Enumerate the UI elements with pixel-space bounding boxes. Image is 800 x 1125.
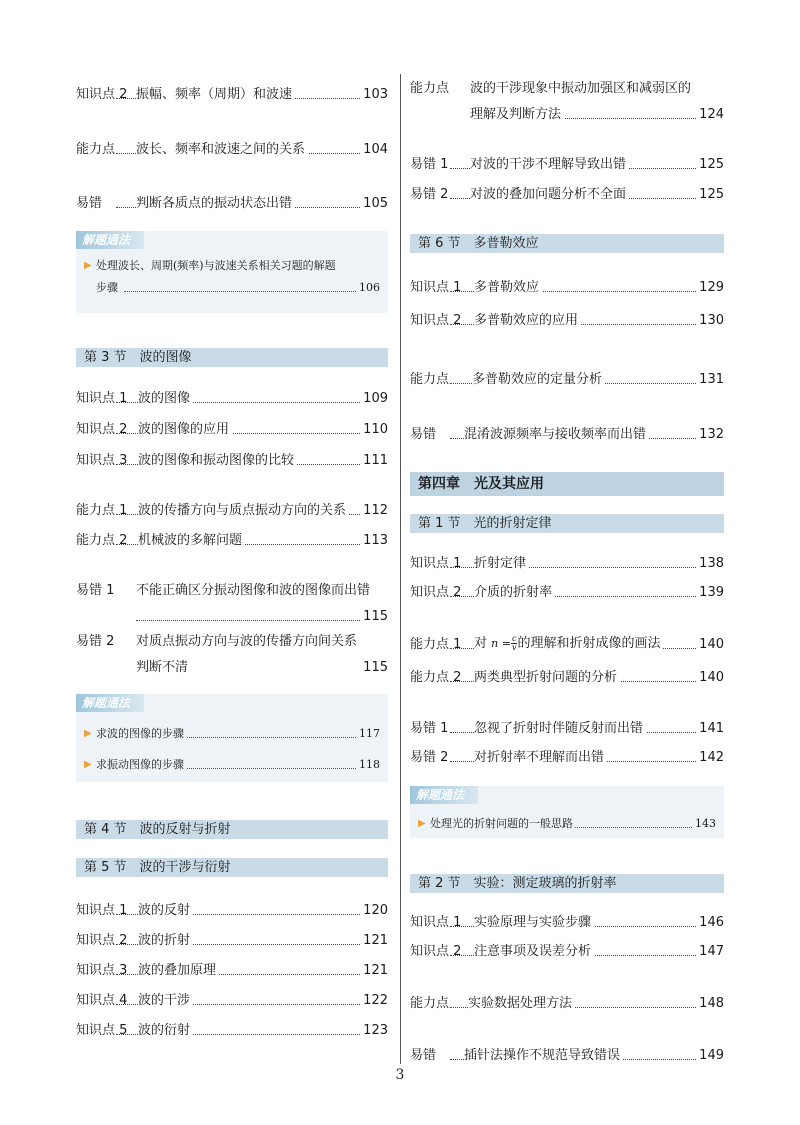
entry-title: 对波的叠加问题分析不全面 xyxy=(470,186,629,204)
tip-page: 143 xyxy=(695,817,716,830)
entry-title: 波的图像和振动图像的比较 xyxy=(138,452,297,470)
tip-title: 求波的图像的步骤 xyxy=(96,727,184,740)
method-tip-box xyxy=(76,694,388,782)
entry-label: 易错 xyxy=(76,196,103,211)
section-header[interactable] xyxy=(76,348,388,367)
entry-page: 141 xyxy=(696,720,724,738)
entry-page: 138 xyxy=(696,555,724,573)
entry-title: 对波的干涉不理解导致出错 xyxy=(470,156,629,174)
title-prefix: 对 xyxy=(474,636,488,651)
entry-title: 波的干涉现象中振动加强区和减弱区的 xyxy=(470,80,694,98)
chapter-header[interactable] xyxy=(410,472,724,496)
entry-label: 知识点 2 xyxy=(410,944,462,959)
entry-title: 对质点振动方向与波的传播方向间关系 xyxy=(136,633,360,651)
entry-page: 112 xyxy=(360,502,388,520)
entry-page: 121 xyxy=(360,932,388,950)
entry-page: 104 xyxy=(360,141,388,159)
toc-entry[interactable] xyxy=(410,80,724,124)
tip-tag: 解题通法 xyxy=(76,231,144,249)
entry-title: 波的干涉 xyxy=(138,992,193,1010)
entry-title: 多普勒效应的应用 xyxy=(474,312,581,330)
title-suffix: 的理解和折射成像的画法 xyxy=(517,636,661,651)
entry-title: 两类典型折射问题的分析 xyxy=(474,669,620,687)
entry-page: 122 xyxy=(360,992,388,1010)
tip-tag: 解题通法 xyxy=(76,694,144,712)
tip-title: 求振动图像的步骤 xyxy=(96,758,184,771)
section-title: 第 4 节 波的反射与折射 xyxy=(84,822,231,837)
entry-title xyxy=(474,632,663,656)
entry-label: 能力点 2 xyxy=(410,670,462,685)
entry-label: 知识点 1 xyxy=(410,556,462,571)
entry-title: 波的反射 xyxy=(138,902,193,920)
entry-label: 能力点 xyxy=(410,81,450,96)
entry-title: 波的折射 xyxy=(138,932,193,950)
entry-label: 易错 xyxy=(410,1048,437,1063)
entry-title: 介质的折射率 xyxy=(474,584,555,602)
triangle-arrow-icon: ▶ xyxy=(84,726,92,742)
entry-page: 105 xyxy=(360,195,388,213)
entry-title: 波的传播方向与质点振动方向的关系 xyxy=(138,502,349,520)
triangle-arrow-icon: ▶ xyxy=(418,816,426,832)
entry-page: 111 xyxy=(360,452,388,470)
entry-label: 知识点 2 xyxy=(76,422,128,437)
entry-title: 实验原理与实验步骤 xyxy=(474,914,594,932)
entry-label: 能力点 1 xyxy=(76,503,128,518)
entry-label: 易错 1 xyxy=(410,721,449,736)
entry-label: 易错 2 xyxy=(76,634,115,649)
entry-title: 实验数据处理方法 xyxy=(468,995,575,1013)
entry-page: 110 xyxy=(360,421,388,439)
entry-label: 知识点 1 xyxy=(410,280,462,295)
entry-page: 149 xyxy=(696,1047,724,1065)
section-header[interactable] xyxy=(410,234,724,253)
entry-label: 知识点 1 xyxy=(410,915,462,930)
triangle-arrow-icon: ▶ xyxy=(84,258,92,274)
entry-page: 123 xyxy=(360,1022,388,1040)
entry-title: 混淆波源频率与接收频率而出错 xyxy=(464,426,649,444)
tip-title: 处理波长、周期(频率)与波速关系相关习题的解题 xyxy=(96,259,336,272)
entry-title: 注意事项及误差分析 xyxy=(474,943,594,961)
entry-label: 易错 1 xyxy=(76,583,115,598)
entry-title-cont: 判断不清 xyxy=(136,659,191,677)
tip-page: 118 xyxy=(359,758,380,771)
tip-page: 106 xyxy=(359,281,380,294)
entry-page: 142 xyxy=(696,749,724,767)
fraction-denominator: v xyxy=(511,643,517,652)
section-header[interactable] xyxy=(76,858,388,877)
entry-page: 125 xyxy=(696,186,724,204)
entry-page: 140 xyxy=(696,669,724,687)
page-number: 3 xyxy=(395,1067,405,1083)
entry-label: 知识点 2 xyxy=(76,87,128,102)
entry-label: 易错 1 xyxy=(410,157,449,172)
entry-label: 能力点 2 xyxy=(76,533,128,548)
entry-label: 知识点 2 xyxy=(410,585,462,600)
section-header[interactable] xyxy=(410,514,724,533)
entry-title: 不能正确区分振动图像和波的图像而出错 xyxy=(136,582,373,600)
entry-title: 插针法操作不规范导致错误 xyxy=(464,1047,623,1065)
entry-page: 113 xyxy=(360,532,388,550)
entry-label: 知识点 2 xyxy=(76,933,128,948)
entry-page: 147 xyxy=(696,943,724,961)
entry-page: 103 xyxy=(360,86,388,104)
entry-page: 121 xyxy=(360,962,388,980)
entry-label: 知识点 4 xyxy=(76,993,128,1008)
method-tip-box xyxy=(410,786,724,838)
entry-label: 易错 2 xyxy=(410,187,449,202)
entry-label: 知识点 1 xyxy=(76,903,128,918)
entry-page: 115 xyxy=(360,608,388,626)
section-title: 第 1 节 光的折射定律 xyxy=(418,516,552,531)
entry-page: 139 xyxy=(696,584,724,602)
entry-label: 能力点 xyxy=(410,996,450,1011)
entry-title: 波长、频率和波速之间的关系 xyxy=(136,141,308,159)
entry-page: 131 xyxy=(696,371,724,389)
entry-title: 对折射率不理解而出错 xyxy=(474,749,607,767)
entry-label: 能力点 xyxy=(410,372,450,387)
entry-page: 125 xyxy=(696,156,724,174)
tip-item[interactable] xyxy=(84,258,380,298)
formula-lhs: n = xyxy=(491,637,511,650)
entry-page: 130 xyxy=(696,312,724,330)
entry-page: 148 xyxy=(696,995,724,1013)
chapter-title: 第四章 光及其应用 xyxy=(418,476,544,492)
entry-title: 波的图像的应用 xyxy=(138,421,232,439)
section-title: 第 6 节 多普勒效应 xyxy=(418,236,539,251)
entry-title: 多普勒效应的定量分析 xyxy=(472,371,605,389)
entry-title: 判断各质点的振动状态出错 xyxy=(136,195,295,213)
entry-label: 知识点 2 xyxy=(410,313,462,328)
entry-page: 129 xyxy=(696,279,724,297)
entry-page: 120 xyxy=(360,902,388,920)
entry-title: 波的图像 xyxy=(138,390,193,408)
section-header[interactable] xyxy=(410,874,724,893)
tip-item[interactable] xyxy=(84,757,380,773)
entry-title: 机械波的多解问题 xyxy=(138,532,245,550)
entry-title: 多普勒效应 xyxy=(474,279,542,297)
entry-label: 知识点 5 xyxy=(76,1023,128,1038)
entry-page: 146 xyxy=(696,914,724,932)
section-header[interactable] xyxy=(76,820,388,839)
tip-item[interactable] xyxy=(84,726,380,742)
tip-title: 处理光的折射问题的一般思路 xyxy=(430,817,573,830)
entry-title: 波的叠加原理 xyxy=(138,962,219,980)
entry-page: 132 xyxy=(696,426,724,444)
entry-title: 波的衍射 xyxy=(138,1022,193,1040)
fraction-numerator: c xyxy=(511,634,517,643)
entry-label: 能力点 1 xyxy=(410,637,462,652)
entry-label: 知识点 1 xyxy=(76,391,128,406)
entry-title-cont: 理解及判断方法 xyxy=(470,106,564,124)
entry-label: 易错 2 xyxy=(410,750,449,765)
toc-entry[interactable] xyxy=(76,582,388,626)
section-title: 第 2 节 实验：测定玻璃的折射率 xyxy=(418,876,617,891)
tip-page: 117 xyxy=(359,727,380,740)
entry-label: 易错 xyxy=(410,427,437,442)
entry-label: 能力点 xyxy=(76,142,116,157)
entry-page: 124 xyxy=(696,106,724,124)
section-title: 第 3 节 波的图像 xyxy=(84,350,192,365)
toc-entry[interactable] xyxy=(76,633,388,677)
tip-tag: 解题通法 xyxy=(410,786,478,804)
method-tip-box xyxy=(76,231,388,313)
tip-title-cont: 步骤 xyxy=(96,281,118,294)
entry-title: 忽视了折射时伴随反射而出错 xyxy=(474,720,646,738)
triangle-arrow-icon: ▶ xyxy=(84,757,92,773)
entry-title: 振幅、频率（周期）和波速 xyxy=(136,86,295,104)
entry-label: 知识点 3 xyxy=(76,963,128,978)
tip-item[interactable] xyxy=(418,816,716,832)
entry-page: 115 xyxy=(360,659,388,677)
dot-leader xyxy=(124,291,376,292)
entry-page: 109 xyxy=(360,390,388,408)
entry-title: 折射定律 xyxy=(474,555,529,573)
dot-leader xyxy=(136,620,384,621)
section-title: 第 5 节 波的干涉与衍射 xyxy=(84,860,231,875)
column-divider xyxy=(400,74,401,1064)
entry-label: 知识点 3 xyxy=(76,453,128,468)
entry-page: 140 xyxy=(696,636,724,654)
